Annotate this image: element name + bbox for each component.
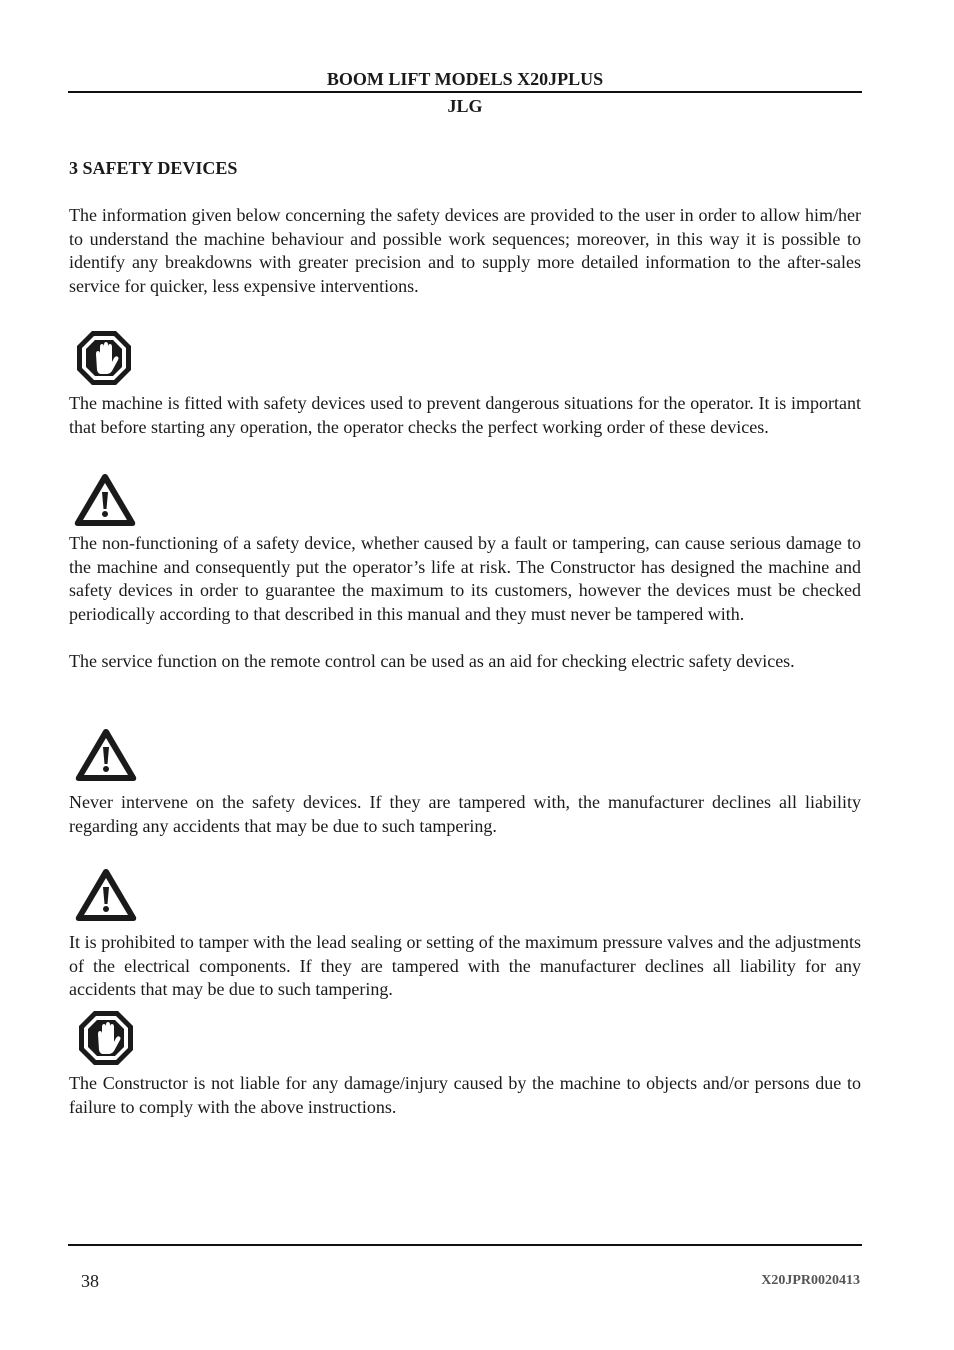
service-function-paragraph: The service function on the remote control can be used as an aid for checking electric safety devices.	[69, 651, 795, 671]
document-code: X20JPR0020413	[761, 1273, 860, 1288]
warning-triangle-icon	[74, 867, 138, 923]
page-number: 38	[81, 1271, 99, 1291]
warning-triangle-icon	[73, 472, 137, 528]
footer-divider	[68, 1244, 862, 1246]
section-title: 3 SAFETY DEVICES	[69, 158, 238, 178]
intro-paragraph: The information given below concerning the safety devices are provided to the user in order to allow him/her to understand the machine behaviour and possible work sequences; moreover, in this way it is possible to identify any breakdowns with greater precision and to supply more detailed information to the after-sales service for quicker, less expensive interventions.	[69, 205, 861, 296]
stop-hand-icon	[77, 1009, 135, 1067]
prohibited-tamper-paragraph: It is prohibited to tamper with the lead sealing or setting of the maximum pressure valves and the adjustments of the electrical components. If they are tampered with the manufacturer declines all liability for any accidents that may be due to such tampering.	[69, 932, 861, 999]
never-intervene-paragraph: Never intervene on the safety devices. If they are tampered with, the manufacturer declines all liability regarding any accidents that may be due to such tampering.	[69, 792, 861, 836]
non-functioning-paragraph: The non-functioning of a safety device, whether caused by a fault or tampering, can cause serious damage to the machine and consequently put the operator’s life at risk. The Constructor has designed the machine and safety devices in order to guarantee the maximum to its customers, however the devices must be checked periodically according to that described in this manual and they must never be tampered with.	[69, 533, 861, 624]
constructor-liability-paragraph: The Constructor is not liable for any damage/injury caused by the machine to objects and/or persons due to failure to comply with the above instructions.	[69, 1073, 861, 1117]
stop-hand-icon	[75, 329, 133, 387]
header-divider	[68, 91, 862, 93]
safety-devices-paragraph: The machine is fitted with safety devices used to prevent dangerous situations for the operator. It is important that before starting any operation, the operator checks the perfect working order of these devices.	[69, 393, 861, 437]
document-header-title: BOOM LIFT MODELS X20JPLUS	[326, 69, 604, 89]
warning-triangle-icon	[74, 727, 138, 783]
document-header-brand: JLG	[447, 96, 483, 116]
